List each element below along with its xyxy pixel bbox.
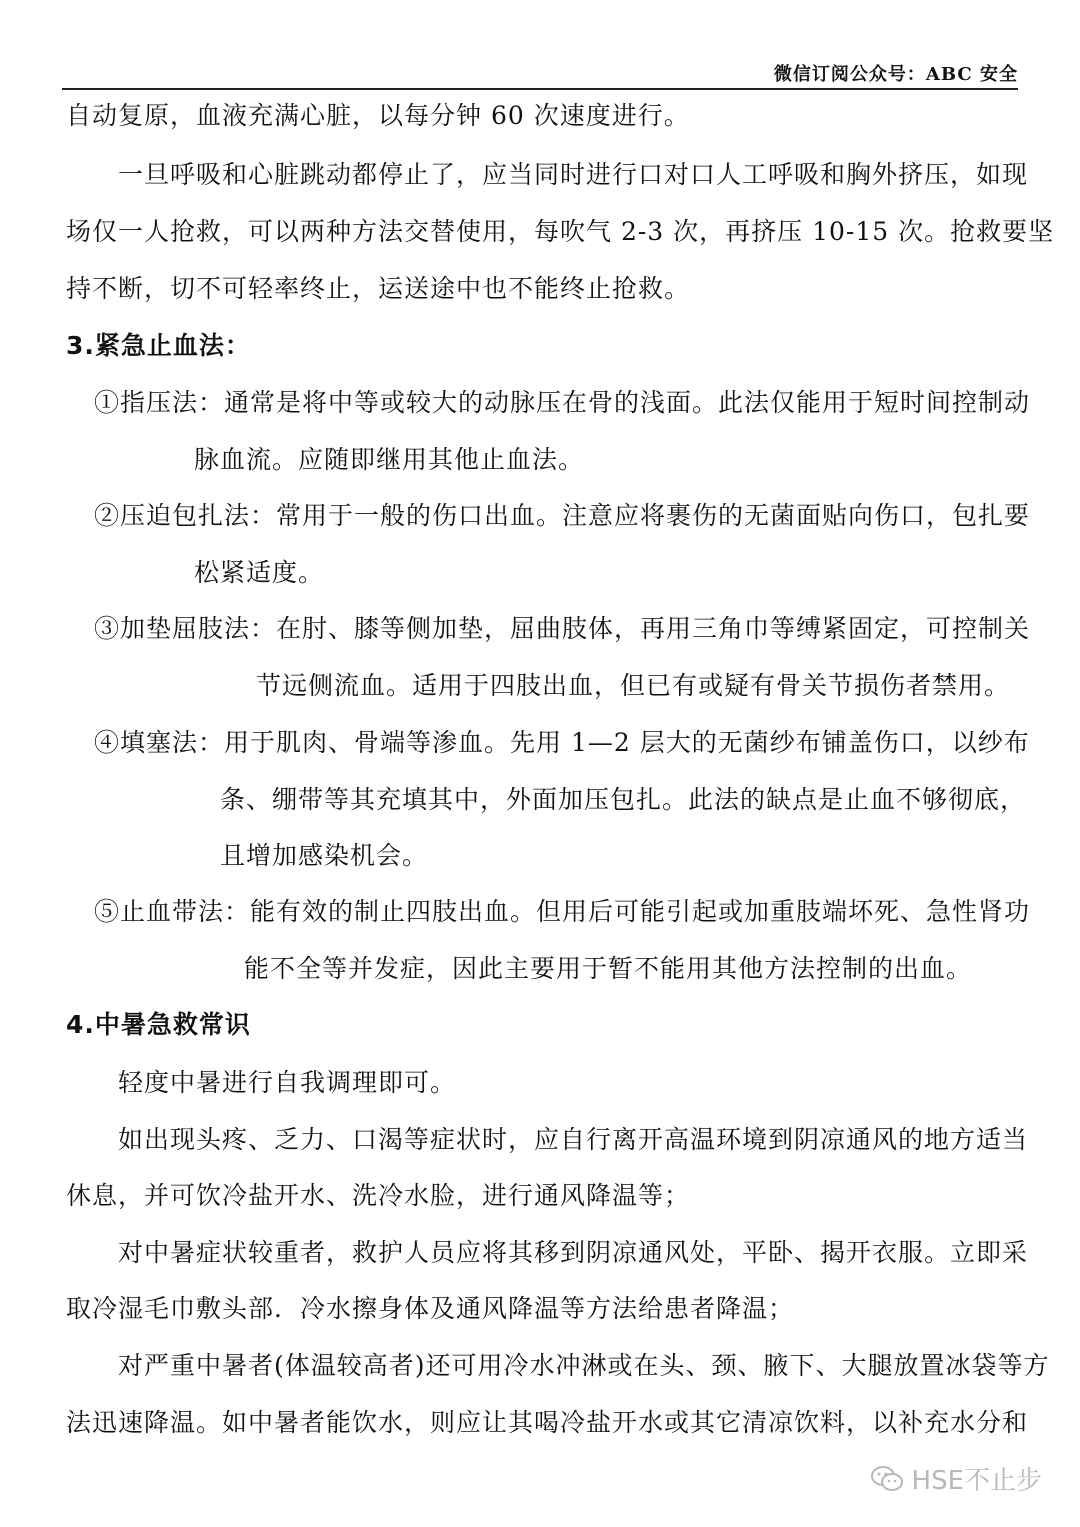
list-item-continuation: 节远侧流血。适用于四肢出血，但已有或疑有骨关节损伤者禁用。 — [256, 671, 1011, 700]
list-item: ⑤止血带法：能有效的制止四肢出血。但用后可能引起或加重肢端坏死、急性肾功 — [94, 897, 1031, 926]
list-item-continuation: 条、绷带等其充填其中，外面加压包扎。此法的缺点是止血不够彻底， — [220, 785, 1027, 814]
paragraph-line: 如出现头疼、乏力、口渴等症状时，应自行离开高温环境到阴凉通风的地方适当 — [118, 1125, 1029, 1154]
paragraph-line: 取冷湿毛巾敷头部．冷水擦身体及通风降温等方法给患者降温； — [66, 1294, 795, 1323]
paragraph-line: 自动复原，血液充满心脏，以每分钟 60 次速度进行。 — [66, 101, 690, 130]
list-item: ①指压法：通常是将中等或较大的动脉压在骨的浅面。此法仅能用于短时间控制动 — [94, 388, 1031, 417]
section-heading: 4.中暑急救常识 — [66, 1010, 251, 1039]
paragraph-line: 法迅速降温。如中暑者能饮水，则应让其喝冷盐开水或其它清凉饮料，以补充水分和 — [66, 1408, 1029, 1437]
list-item-continuation: 且增加感染机会。 — [220, 841, 429, 870]
list-item: ②压迫包扎法：常用于一般的伤口出血。注意应将裹伤的无菌面贴向伤口，包扎要 — [94, 501, 1031, 530]
watermark — [870, 1460, 1042, 1497]
paragraph-line: 对中暑症状较重者，救护人员应将其移到阴凉通风处，平卧、揭开衣服。立即采 — [118, 1238, 1029, 1267]
paragraph-line: 场仅一人抢救，可以两种方法交替使用，每吹气 2-3 次，再挤压 10-15 次。抢救要坚 — [66, 217, 1055, 246]
list-item-continuation: 脉血流。应随即继用其他止血法。 — [194, 445, 585, 474]
list-item: ④填塞法：用于肌肉、骨端等渗血。先用 1—2 层大的无菌纱布铺盖伤口，以纱布 — [94, 728, 1030, 757]
paragraph-line: 对严重中暑者(体温较高者)还可用冷水冲淋或在头、颈、腋下、大腿放置冰袋等方 — [118, 1351, 1050, 1380]
section-heading: 3.紧急止血法： — [66, 331, 251, 360]
watermark-text: HSE不止步 — [911, 1466, 1042, 1496]
list-item: ③加垫屈肢法：在肘、膝等侧加垫，屈曲肢体，再用三角巾等缚紧固定，可控制关 — [94, 614, 1031, 643]
list-item-continuation: 能不全等并发症，因此主要用于暂不能用其他方法控制的出血。 — [244, 954, 973, 983]
paragraph-line: 一旦呼吸和心脏跳动都停止了，应当同时进行口对口人工呼吸和胸外挤压，如现 — [118, 160, 1029, 189]
paragraph-line: 轻度中暑进行自我调理即可。 — [118, 1068, 457, 1097]
list-item-continuation: 松紧适度。 — [194, 558, 325, 587]
paragraph-line: 休息，并可饮冷盐开水、洗冷水脸，进行通风降温等； — [66, 1181, 691, 1210]
wechat-icon — [870, 1465, 904, 1493]
header-text: 微信订阅公众号：ABC 安全 — [773, 64, 1018, 85]
paragraph-line: 持不断，切不可轻率终止，运送途中也不能终止抢救。 — [66, 274, 691, 303]
